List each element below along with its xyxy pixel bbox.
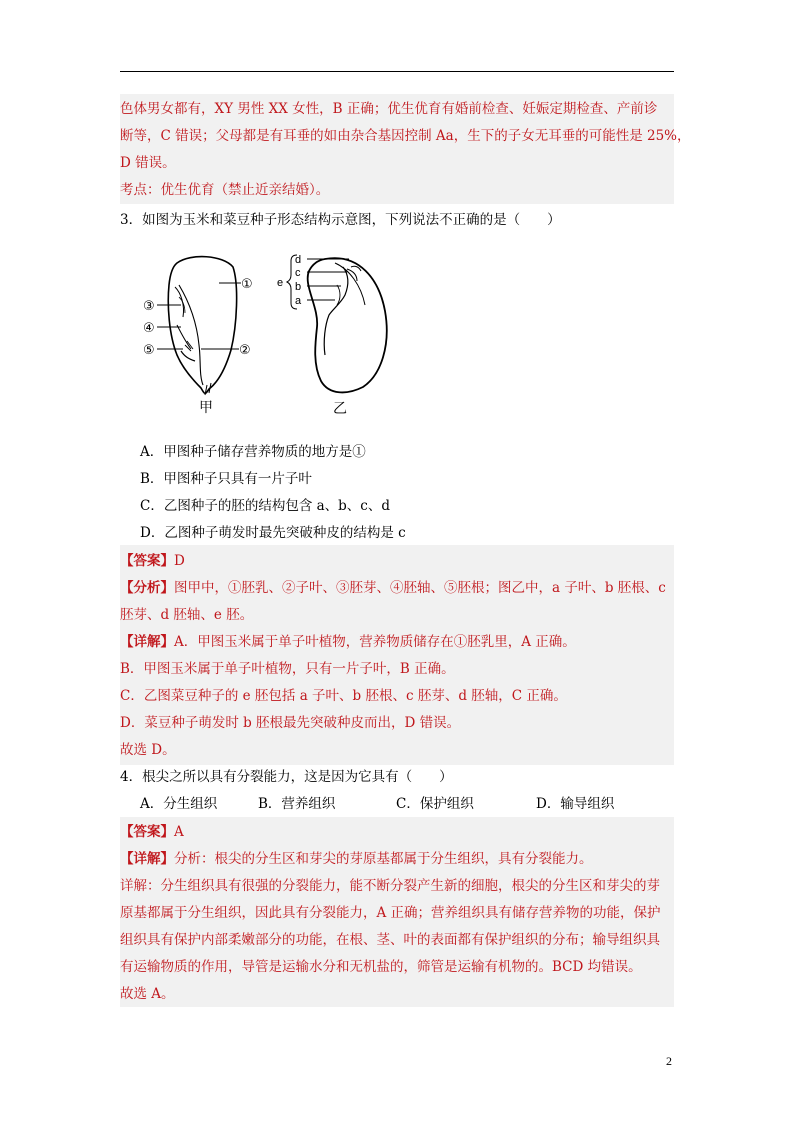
analysis-text: 图甲中，①胚乳、②子叶、③胚芽、④胚轴、⑤胚根；图乙中，a 子叶、b 胚根、c (174, 580, 666, 596)
seed-structure-figure (135, 245, 405, 420)
answer-tag: 【答案】 (120, 824, 174, 840)
figure-label-1: ① (241, 276, 253, 291)
q4-option-c: C．保护组织 (396, 796, 474, 812)
text-line: 考点：优生优育（禁止近亲结婚）。 (120, 182, 330, 198)
q4-option-b: B．营养组织 (258, 796, 336, 812)
q4-detail-line (120, 850, 593, 868)
answer-value: A (174, 824, 184, 840)
text-line: 原基都属于分生组织，因此具有分裂能力，A 正确；营养组织具有储存营养物的功能，保护 (120, 905, 661, 921)
q3-answer-line (120, 552, 185, 570)
q3-detail-line (120, 633, 576, 651)
text-line: 色体男女都有，XY 男性 XX 女性，B 正确；优生优育有婚前检查、妊娠定期检查、产前诊 (120, 101, 658, 117)
figure-label-d: d (295, 254, 302, 266)
q4-option-d: D．输导组织 (536, 796, 615, 812)
detail-tag: 【详解】 (120, 634, 174, 650)
explanation-block-q3 (120, 545, 674, 765)
figure-caption-jia: 甲 (199, 399, 213, 415)
figure-label-b: b (295, 281, 302, 293)
answer-value: D (174, 553, 185, 569)
q3-option-a: A．甲图种子储存营养物质的地方是① (140, 444, 366, 460)
text-line: D 错误。 (120, 155, 176, 171)
text-line: B．甲图玉米属于单子叶植物，只有一片子叶，B 正确。 (120, 661, 455, 677)
detail-text: A．甲图玉米属于单子叶植物，营养物质储存在①胚乳里，A 正确。 (174, 634, 576, 650)
text-line: 胚芽、d 胚轴、e 胚。 (120, 607, 254, 623)
detail-text: 分析：根尖的分生区和芽尖的芽原基都属于分生组织，具有分裂能力。 (174, 851, 593, 867)
text-line: 故选 A。 (120, 986, 175, 1002)
question-4-stem: 4．根尖之所以具有分裂能力，这是因为它具有（ ） (120, 769, 453, 785)
text-line: D．菜豆种子萌发时 b 胚根最先突破种皮而出，D 错误。 (120, 715, 461, 731)
figure-caption-yi: 乙 (333, 400, 347, 416)
corn-seed-diagram (157, 257, 241, 395)
text-line: 详解：分生组织具有很强的分裂能力，能不断分裂产生新的细胞，根尖的分生区和芽尖的芽 (120, 878, 660, 894)
text-line: C．乙图菜豆种子的 e 胚包括 a 子叶、b 胚根、c 胚芽、d 胚轴，C 正确。 (120, 688, 567, 704)
figure-label-e: e (277, 277, 284, 289)
text-line: 故选 D。 (120, 742, 176, 758)
text-line: 组织具有保护内部柔嫩部分的功能，在根、茎、叶的表面都有保护组织的分布；输导组织具 (120, 932, 660, 948)
figure-label-5: ⑤ (143, 342, 155, 357)
header-rule (120, 71, 674, 72)
q3-option-c: C．乙图种子的胚的结构包含 a、b、c、d (140, 498, 391, 514)
q3-analysis-line (120, 579, 666, 597)
analysis-tag: 【分析】 (120, 580, 174, 596)
q4-answer-line (120, 823, 184, 841)
text-line: 断等，C 错误；父母都是有耳垂的如由杂合基因控制 Aa，生下的子女无耳垂的可能性是 25%， (120, 128, 691, 144)
answer-tag: 【答案】 (120, 553, 174, 569)
q3-option-d: D．乙图种子萌发时最先突破种皮的结构是 c (140, 525, 406, 541)
bean-seed-diagram (287, 255, 387, 392)
figure-label-a: a (295, 295, 302, 307)
q3-option-b: B．甲图种子只具有一片子叶 (140, 471, 312, 487)
detail-tag: 【详解】 (120, 851, 174, 867)
figure-label-c: c (295, 267, 301, 279)
q4-option-a: A．分生组织 (140, 796, 218, 812)
text-line: 有运输物质的作用，导管是运输水分和无机盐的，筛管是运输有机物的。BCD 均错误。 (120, 959, 642, 975)
question-3-stem: 3．如图为玉米和菜豆种子形态结构示意图，下列说法不正确的是（ ） (120, 212, 561, 228)
figure-label-3: ③ (143, 298, 155, 313)
figure-label-4: ④ (143, 320, 155, 335)
page-number: 2 (666, 1054, 672, 1068)
figure-label-2: ② (239, 342, 251, 357)
